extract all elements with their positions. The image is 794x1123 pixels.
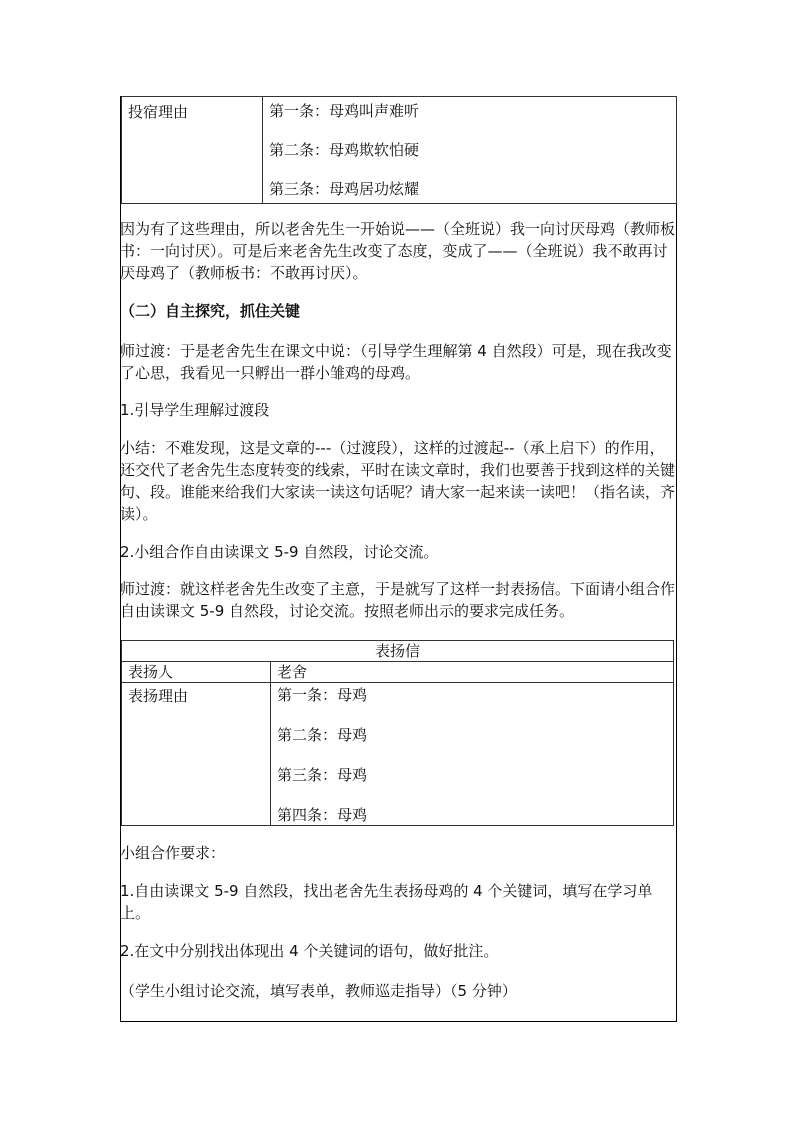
praise-item-1: 第一条：母鸡	[277, 686, 368, 704]
praise-item-2: 第二条：母鸡	[277, 726, 368, 744]
letter-paragraph: 师过渡：就这样老舍先生改变了主意，于是就写了这样一封表扬信。下面请小组合作自由读课文 5-9 自然段，讨论交流。按照老师出示的要求完成任务。	[120, 580, 676, 620]
praise-item-3: 第三条：母鸡	[277, 766, 368, 784]
praise-letter-title-cell	[122, 641, 674, 662]
step-1: 1.引导学生理解过渡段	[120, 401, 270, 419]
summary-paragraph: 小结：不难发现，这是文章的---（过渡段），这样的过渡起--（承上启下）的作用，还交代了老舍先生态度转变的线索，平时在读文章时，我们也要善于找到这样的关键句、段。谁能来给我们大家读一读这句话呢？请大家一起来读一读吧！（指名读，齐读）。	[120, 439, 676, 523]
praise-item-4: 第四条：母鸡	[277, 806, 368, 824]
praise-letter-table	[121, 640, 674, 826]
step-2: 2.小组合作自由读课文 5-9 自然段，讨论交流。	[120, 543, 439, 561]
praise-reason-label-cell	[122, 683, 271, 826]
reason-item-3: 第三条：母鸡居功炫耀	[269, 180, 420, 198]
reason-item-2: 第二条：母鸡欺软怕硬	[269, 141, 420, 159]
reason-label-cell	[122, 97, 263, 204]
transition-paragraph: 师过渡：于是老舍先生在课文中说：（引导学生理解第 4 自然段）可是，现在我改变了心思，我看见一只孵出一群小雏鸡的母鸡。	[120, 342, 672, 382]
praiser-value: 老舍	[277, 663, 308, 681]
reasons-paragraph: 因为有了这些理由，所以老舍先生一开始说——（全班说）我一向讨厌母鸡（教师板书：一向讨厌）。可是后来老舍先生改变了态度，变成了——（全班说）我不敢再讨厌母鸡了（教师板书：不敢再讨厌）。	[120, 220, 676, 282]
praiser-label: 表扬人	[128, 663, 174, 681]
requirement-2: 2.在文中分别找出体现出 4 个关键词的语句，做好批注。	[120, 942, 499, 960]
praiser-label-cell	[122, 662, 271, 683]
praise-reason-label: 表扬理由	[128, 687, 189, 705]
section-heading: （二）自主探究，抓住关键	[120, 302, 301, 320]
reason-table	[121, 96, 677, 204]
reason-items-cell	[263, 97, 677, 204]
activity-note: （学生小组讨论交流，填写表单，教师巡走指导）（5 分钟）	[120, 982, 517, 1000]
reason-label: 投宿理由	[128, 103, 189, 121]
requirements-title: 小组合作要求：	[120, 844, 226, 862]
reason-item-1: 第一条：母鸡叫声难听	[269, 102, 420, 120]
praiser-value-cell	[271, 662, 674, 683]
praise-items-cell	[271, 683, 674, 826]
praise-letter-title: 表扬信	[374, 642, 420, 660]
requirement-1: 1.自由读课文 5-9 自然段，找出老舍先生表扬母鸡的 4 个关键词，填写在学习单上。	[120, 882, 653, 922]
